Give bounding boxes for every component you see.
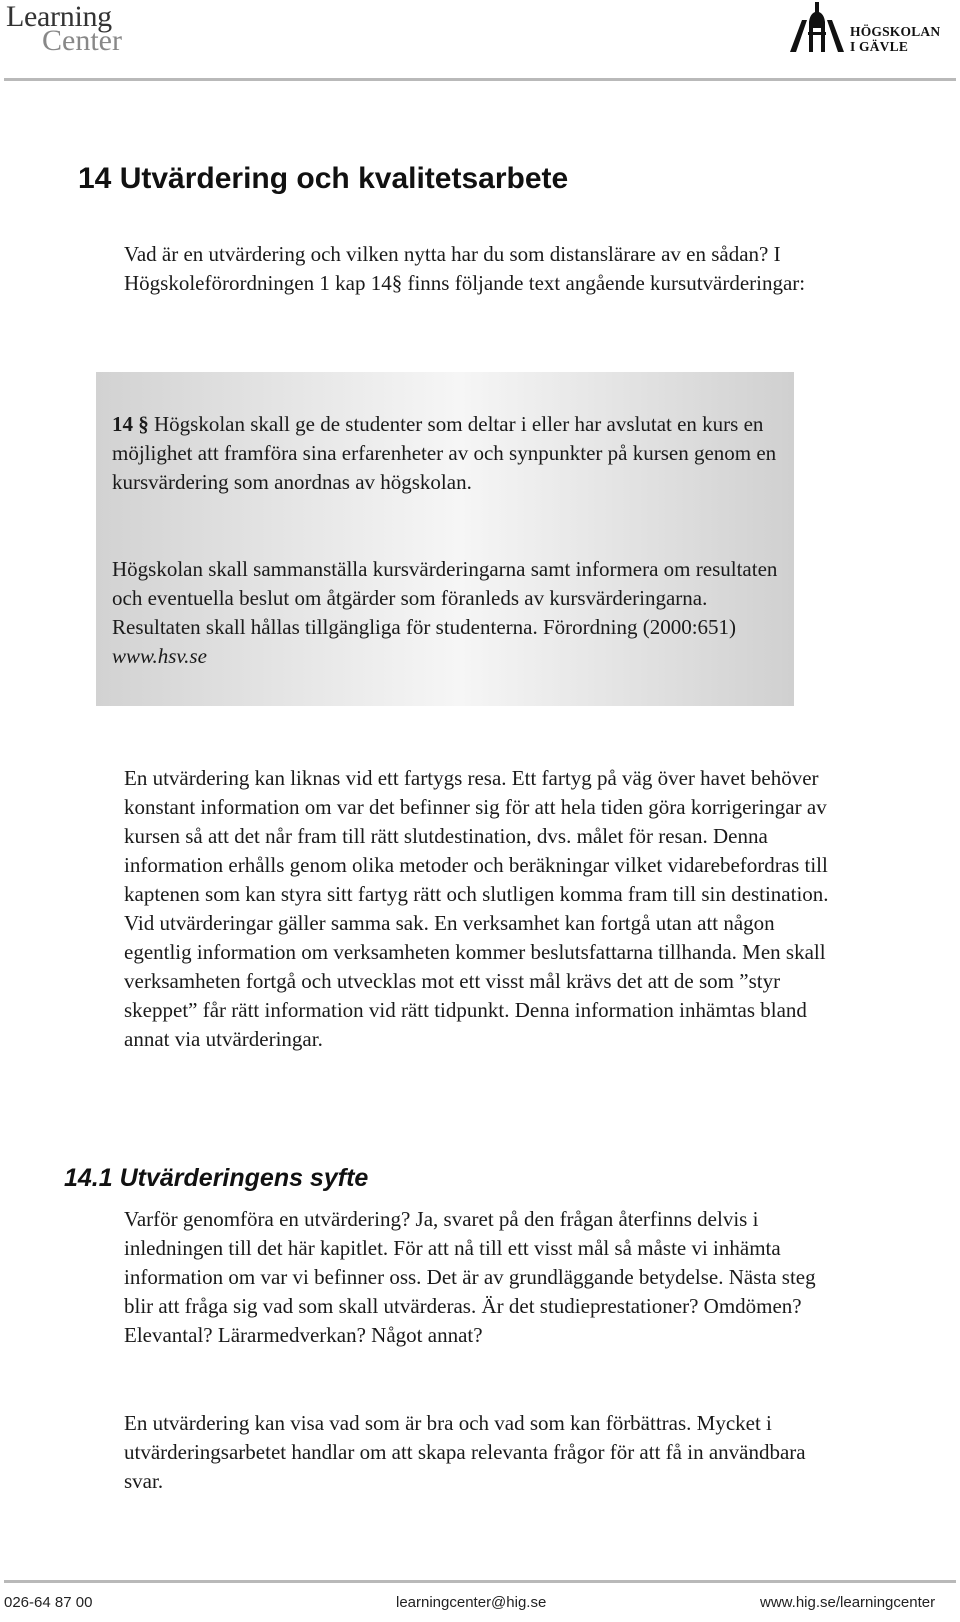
hig-emblem-icon (788, 2, 846, 54)
footer-divider (4, 1580, 956, 1583)
hig-text (850, 24, 940, 54)
footer-email[interactable]: learningcenter@hig.se (396, 1594, 547, 1611)
quote-paragraph-1 (112, 410, 780, 497)
chapter-title: 14 Utvärdering och kvalitetsarbete (78, 162, 569, 195)
section-number: 14 § (112, 412, 149, 436)
hig-line2: I GÄVLE (850, 39, 909, 54)
footer-website[interactable]: www.hig.se/learningcenter (760, 1594, 936, 1611)
hsv-link[interactable]: www.hsv.se (112, 644, 207, 668)
ship-analogy-paragraph: En utvärdering kan liknas vid ett fartygs resa. Ett fartyg på väg över havet behöver konstant information om var det befinner sig för att hela tiden göra korrigeringar av kursen så att det når fram till rätt slutdestination, dvs. målet för resan. Denna information erhålls genom olika metoder och beräkningar vilket vidarebefordras till kaptenen som kan styra sitt fartyg rätt och slutligen komma fram till sin destination. Vid utvärderingar gäller samma sak. En verksamhet kan fortgå utan att någon egentlig information om verksamheten kommer beslutsfattarna tillhanda. Men skall verksamheten fortgå och utvecklas mot ett visst mål krävs det att de som ”styr skeppet” får rätt information vid rätt tidpunkt. Denna information inhämtas bland annat via utvärderingar. (124, 766, 829, 1051)
hig-line1: HÖGSKOLAN (850, 24, 941, 39)
logo-center-text: Center (42, 24, 122, 57)
header-divider (4, 78, 956, 81)
regulation-quote-box (96, 372, 794, 706)
footer-phone: 026-64 87 00 (4, 1594, 93, 1611)
hogskolan-i-gavle-logo (788, 2, 948, 60)
quote-paragraph-2-text: Högskolan skall sammanställa kursvärderingarna samt informera om resultaten och eventuella beslut om åtgärder som föranleds av kursvärderingarna. Resultaten skall hållas tillgängliga för studenterna. Förordning (2000:651) (112, 557, 778, 639)
intro-paragraph: Vad är en utvärdering och vilken nytta har du som distanslärare av en sådan? I Högskoleförordningen 1 kap 14§ finns följande text angående kursutvärderingar: (124, 242, 806, 295)
closing-paragraph: En utvärdering kan visa vad som är bra och vad som kan förbättras. Mycket i utvärderingsarbetet handlar om att skapa relevanta frågor för att få in användbara svar. (124, 1411, 806, 1493)
section-heading: 14.1 Utvärderingens syfte (64, 1164, 369, 1192)
page-header (0, 0, 960, 86)
quote-paragraph-2 (112, 555, 780, 671)
logo-learning-text: Learning (6, 0, 112, 33)
quote-paragraph-1-text: Högskolan skall ge de studenter som deltar i eller har avslutat en kurs en möjlighet att framföra sina erfarenheter av och synpunkter på kursen genom en kursvärdering som anordnas av högskolan. (112, 412, 777, 494)
purpose-paragraph: Varför genomföra en utvärdering? Ja, svaret på den frågan återfinns delvis i inledningen till det här kapitlet. För att nå till ett visst mål så måste vi inhämta information om var vi befinner oss. Det är av grundläggande betydelse. Nästa steg blir att fråga sig vad som skall utvärderas. Är det studieprestationer? Omdömen? Elevantal? Lärarmedverkan? Något annat? (124, 1207, 816, 1347)
